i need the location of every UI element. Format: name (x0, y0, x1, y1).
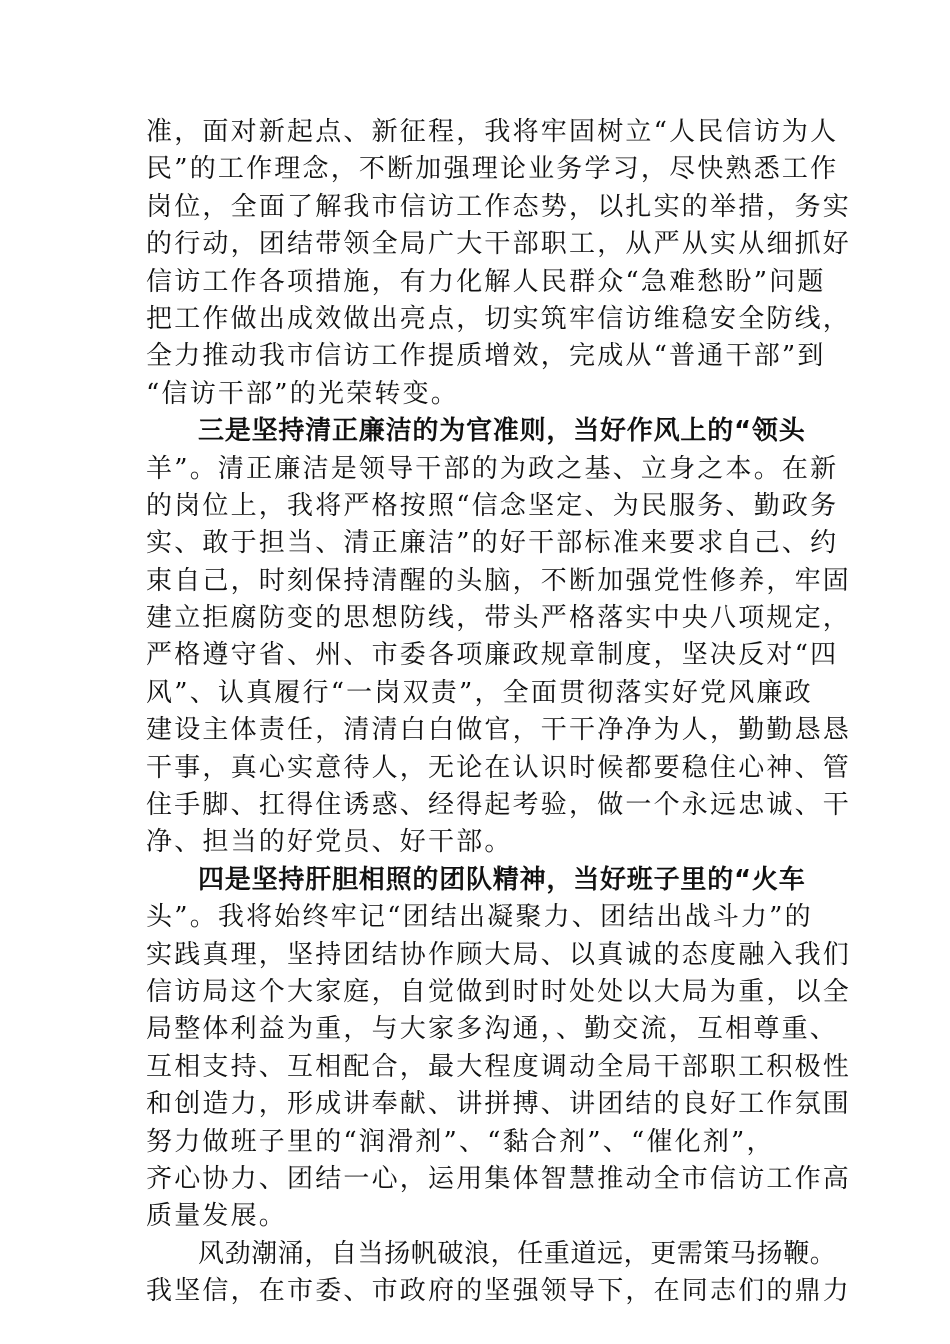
text-line: 的行动，团结带领全局广大干部职工，从严从实从细抓好 (146, 229, 852, 260)
paragraph-4-lead: 四是坚持肝胆相照的团队精神，当好班子里的“火车 (198, 864, 806, 895)
text-line: 净、担当的好党员、好干部。 (146, 827, 513, 858)
text-line: 信访局这个大家庭，自觉做到时时处处以大局为重，以全 (146, 976, 852, 1007)
text-line: 建立拒腐防变的思想防线，带头严格落实中央八项规定， (146, 603, 852, 634)
text-line: 努力做班子里的“润滑剂”、“黏合剂”、“催化剂”， (146, 1126, 775, 1157)
text-line: 实、敢于担当、清正廉洁”的好干部标准来要求自己、约 (146, 528, 839, 559)
paragraph-4-heading-line (146, 862, 836, 899)
text-line: 住手脚、扛得住诱惑、经得起考验，做一个永远忠诚、干 (146, 790, 852, 821)
paragraph-3-lead: 三是坚持清正廉洁的为官准则，当好作风上的“领头 (198, 416, 806, 447)
text-line: 严格遵守省、州、市委各项廉政规章制度，坚决反对“四 (146, 640, 839, 671)
text-line: 羊”。清正廉洁是领导干部的为政之基、立身之本。在新 (146, 453, 839, 484)
text-line: 质量发展。 (146, 1201, 288, 1232)
text-line: 风”、认真履行“一岗双责”，全面贯彻落实好党风廉政 (146, 677, 813, 708)
text-line: 民”的工作理念，不断加强理论业务学习，尽快熟悉工作 (146, 154, 839, 185)
text-line: 岗位，全面了解我市信访工作态势，以扎实的举措，务实 (146, 191, 852, 222)
text-line: 束自己，时刻保持清醒的头脑，不断加强党性修养，牢固 (146, 565, 852, 596)
paragraph-5-first-line: 风劲潮涌，自当扬帆破浪，任重道远，更需策马扬鞭。 (198, 1238, 837, 1269)
text-line: 的岗位上，我将严格按照“信念坚定、为民服务、勤政务 (146, 490, 839, 521)
text-line: 齐心协力、团结一心，运用集体智慧推动全市信访工作高 (146, 1163, 852, 1194)
text-line: 互相支持、互相配合，最大程度调动全局干部职工积极性 (146, 1051, 852, 1082)
text-line: 我坚信，在市委、市政府的坚强领导下，在同志们的鼎力 (146, 1276, 852, 1307)
text-line: 准，面对新起点、新征程，我将牢固树立“人民信访为人 (146, 117, 839, 147)
text-line: “信访干部”的光荣转变。 (146, 378, 459, 409)
text-line: 头”。我将始终牢记“团结出凝聚力、团结出战斗力”的 (146, 902, 813, 933)
paragraph-3-heading-line (146, 413, 836, 450)
document-body (146, 114, 852, 1311)
text-line: 把工作做出成效做出亮点，切实筑牢信访维稳安全防线， (146, 303, 852, 334)
text-line: 和创造力，形成讲奉献、讲拼搏、讲团结的良好工作氛围 (146, 1089, 852, 1120)
text-line: 干事，真心实意待人，无论在认识时候都要稳住心神、管 (146, 752, 852, 783)
text-line: 建设主体责任，清清白白做官，干干净净为人，勤勤恳恳 (146, 715, 852, 746)
text-line: 局整体利益为重，与大家多沟通，、勤交流，互相尊重、 (146, 1014, 839, 1045)
text-line: 信访工作各项措施，有力化解人民群众“急难愁盼”问题 (146, 266, 826, 297)
text-line: 全力推动我市信访工作提质增效，完成从“普通干部”到 (146, 341, 826, 372)
text-line: 实践真理，坚持团结协作顾大局、以真诚的态度融入我们 (146, 939, 852, 970)
